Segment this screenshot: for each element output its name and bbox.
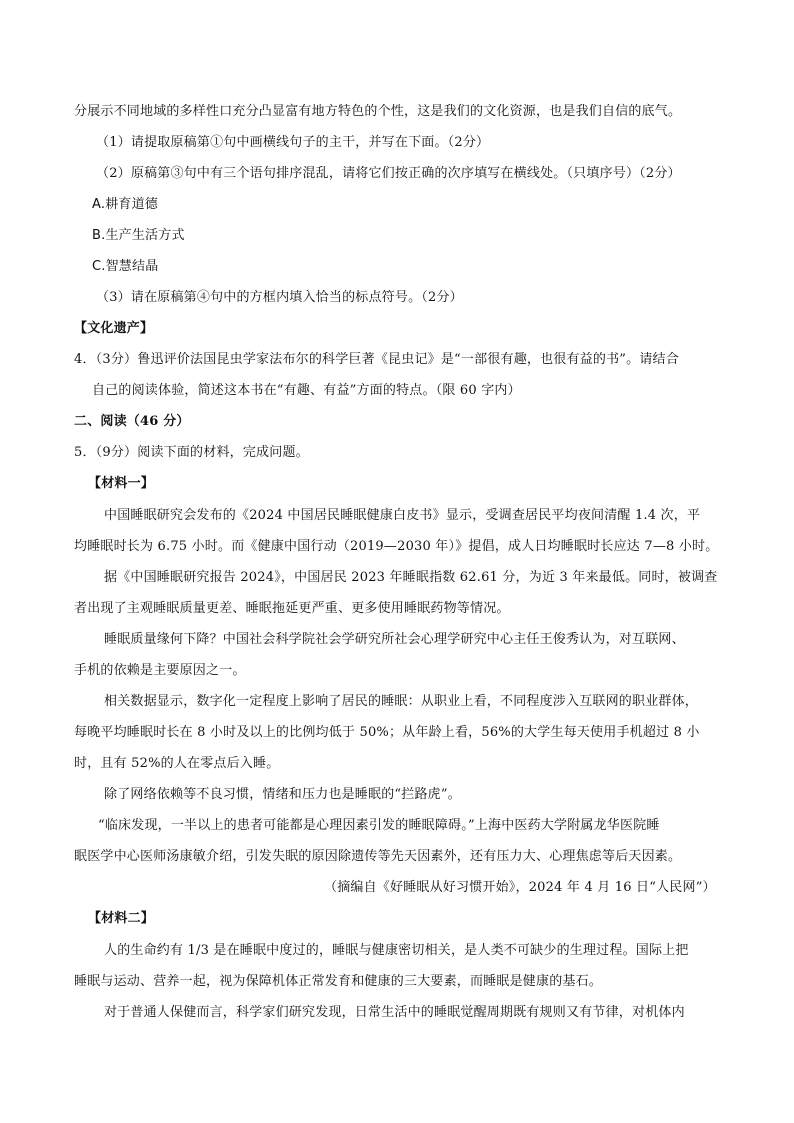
paragraph-line: 据《中国睡眠研究报告 2024》，中国居民 2023 年睡眠指数 62.61 分，为近 3 年来最低。同时，被调查 <box>104 570 718 585</box>
section-heading-reading: 二、阅读（46 分） <box>74 414 190 429</box>
option-c: C.智慧结晶 <box>92 259 159 274</box>
paragraph-line: 眠医学中心医师汤康敏介绍，引发失眠的原因除遗传等先天因素外，还有压力大、心理焦虑等后天因素。 <box>74 849 682 864</box>
subquestion-2: （2）原稿第③句中有三个语句排序混乱，请将它们按正确的次序填写在横线处。（只填序号）（2分） <box>96 166 681 181</box>
paragraph-line: 人的生命约有 1/3 是在睡眠中度过的，睡眠与健康密切相关，是人类不可缺少的生理过程。国际上把 <box>104 943 689 958</box>
paragraph-line: 时，且有 52%的人在零点后入睡。 <box>74 756 280 771</box>
paragraph-line: 手机的依赖是主要原因之一。 <box>74 663 246 678</box>
subquestion-1: （1）请提取原稿第①句中画横线句子的主干，并写在下面。（2分） <box>96 135 490 150</box>
subquestion-3: （3）请在原稿第④句中的方框内填入恰当的标点符号。（2分） <box>96 290 463 305</box>
material-1-title: 【材料一】 <box>88 476 155 491</box>
question-5: 5．（9分）阅读下面的材料，完成问题。 <box>74 445 309 460</box>
paragraph-line: 睡眠与运动、营养一起，视为保障机体正常发育和健康的三大要素，而睡眠是健康的基石。 <box>74 974 603 989</box>
paragraph-line: 除了网络依赖等不良习惯，情绪和压力也是睡眠的“拦路虎”。 <box>104 787 461 802</box>
section-heading-heritage: 【文化遗产】 <box>74 321 154 336</box>
paragraph-line: 相关数据显示，数字化一定程度上影响了居民的睡眠：从职业上看，不同程度涉入互联网的职业群体， <box>104 694 699 709</box>
option-a: A.耕育道德 <box>92 197 158 212</box>
paragraph-line: 对于普通人保健而言，科学家们研究发现，日常生活中的睡眠觉醒周期既有规则又有节律，对机体内 <box>104 1005 685 1020</box>
paragraph-line: 均睡眠时长为 6.75 小时。而《健康中国行动（2019—2030 年）》提倡，成人日均睡眠时长应达 7—8 小时。 <box>74 539 719 554</box>
paragraph-line: 分展示不同地域的多样性口充分凸显富有地方特色的个性，这是我们的文化资源，也是我们自信的底气。 <box>74 104 682 119</box>
source-citation: （摘编自《好睡眠从好习惯开始》，2024 年 4 月 16 日“人民网”） <box>324 880 716 895</box>
paragraph-line: 者出现了主观睡眠质量更差、睡眠拖延更严重、更多使用睡眠药物等情况。 <box>74 601 510 616</box>
question-4-line-2: 自己的阅读体验，简述这本书在“有趣、有益”方面的特点。（限 60 字内） <box>92 383 521 398</box>
paragraph-line: 中国睡眠研究会发布的《2024 中国居民睡眠健康白皮书》显示，受调查居民平均夜间清醒 1.4 次，平 <box>104 508 701 523</box>
question-4-line-1: 4．（3分）鲁迅评价法国昆虫学家法布尔的科学巨著《昆虫记》是“一部很有趣，也很有益的书”。请结合 <box>74 352 679 367</box>
paragraph-line: 睡眠质量缘何下降？中国社会科学院社会学研究所社会心理学研究中心主任王俊秀认为，对互联网、 <box>104 632 685 647</box>
option-b: B.生产生活方式 <box>92 228 185 243</box>
paragraph-line: “临床发现，一半以上的患者可能都是心理因素引发的睡眠障碍。”上海中医药大学附属龙华医院睡 <box>98 818 660 833</box>
material-2-title: 【材料二】 <box>88 911 155 926</box>
paragraph-line: 每晚平均睡眠时长在 8 小时及以上的比例均低于 50%；从年龄上看，56%的大学生每天使用手机超过 8 小 <box>74 725 700 740</box>
